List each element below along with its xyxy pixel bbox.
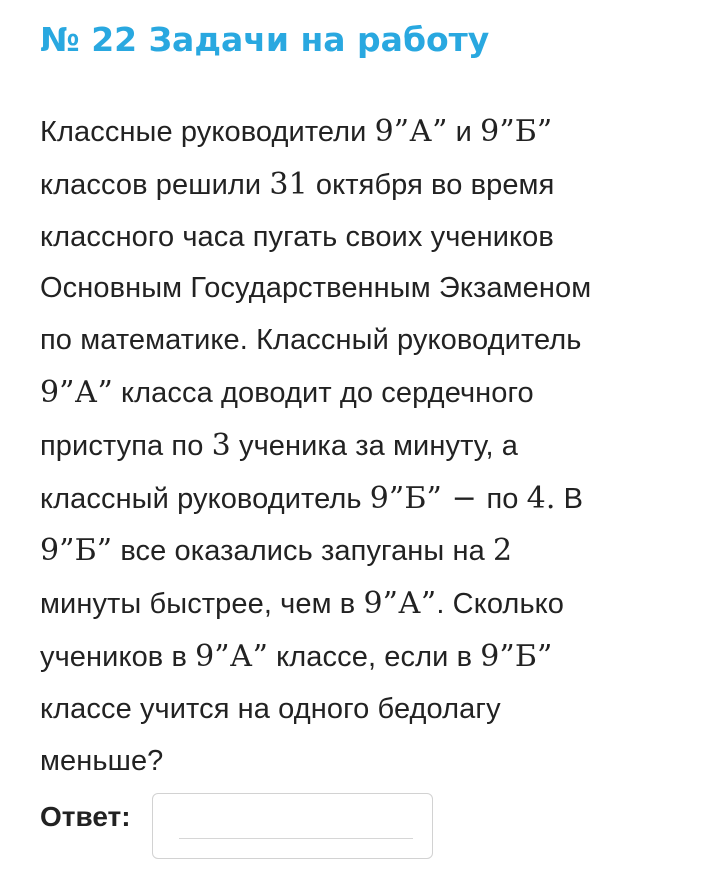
math-expression: 9”Б” − (369, 480, 487, 516)
problem-line (40, 263, 665, 315)
problem-text-segment: В (555, 482, 584, 515)
problem-text-segment: меньше? (40, 744, 164, 777)
problem-line (40, 420, 665, 473)
math-expression: 31 (269, 166, 308, 202)
problem-line (40, 473, 665, 526)
problem-text-segment: Классные руководители (40, 116, 375, 148)
problem-text-segment: ученика за минуту, а (230, 429, 519, 462)
answer-input[interactable] (179, 808, 413, 839)
problem-text-segment: классе учится на одного бедолагу (40, 692, 501, 725)
problem-line (40, 684, 665, 736)
problem-line (40, 159, 665, 212)
problem-text (40, 106, 665, 787)
math-expression: 9”А” (195, 638, 269, 674)
problem-text-segment: и (447, 116, 481, 148)
math-expression: 4. (526, 480, 556, 516)
problem-text-segment: . Сколько (436, 588, 564, 621)
problem-text-segment: Основным Государственным Экзаменом (40, 272, 592, 305)
problem-line (40, 631, 665, 684)
task-title: № 22 Задачи на работу (40, 20, 490, 59)
problem-line (40, 525, 665, 578)
problem-line (40, 106, 665, 159)
math-expression: 9”Б” (40, 533, 113, 569)
problem-line (40, 212, 665, 264)
math-expression: 9”А” (40, 374, 113, 410)
problem-text-segment: по математике. Классный руководитель (40, 324, 582, 357)
problem-text-segment: классного часа пугать своих учеников (40, 220, 554, 253)
answer-row (40, 793, 440, 863)
problem-text-segment: классов решили (40, 168, 270, 201)
problem-text-segment: класса доводит до сердечного (112, 376, 534, 409)
problem-text-segment: приступа по (40, 429, 212, 462)
math-expression: 9”Б” (480, 114, 553, 149)
math-expression: 9”Б” (480, 638, 553, 674)
answer-box[interactable] (152, 793, 433, 859)
answer-label: Ответ: (40, 801, 131, 832)
math-expression: 3 (211, 427, 231, 463)
math-expression: 9”А” (374, 114, 448, 149)
problem-text-segment: все оказались запуганы на (112, 535, 494, 568)
math-expression: 2 (493, 533, 513, 569)
problem-text-segment: по (486, 482, 527, 515)
problem-text-segment: октября во время (307, 168, 555, 201)
problem-line (40, 367, 665, 420)
problem-text-segment: классе, если в (268, 640, 481, 673)
problem-text-segment: учеников в (40, 640, 196, 673)
problem-line (40, 578, 665, 631)
math-expression: 9”А” (363, 586, 437, 622)
problem-line (40, 736, 665, 788)
problem-text-segment: минуты быстрее, чем в (40, 588, 364, 621)
problem-line (40, 315, 665, 367)
problem-text-segment: классный руководитель (40, 482, 370, 515)
